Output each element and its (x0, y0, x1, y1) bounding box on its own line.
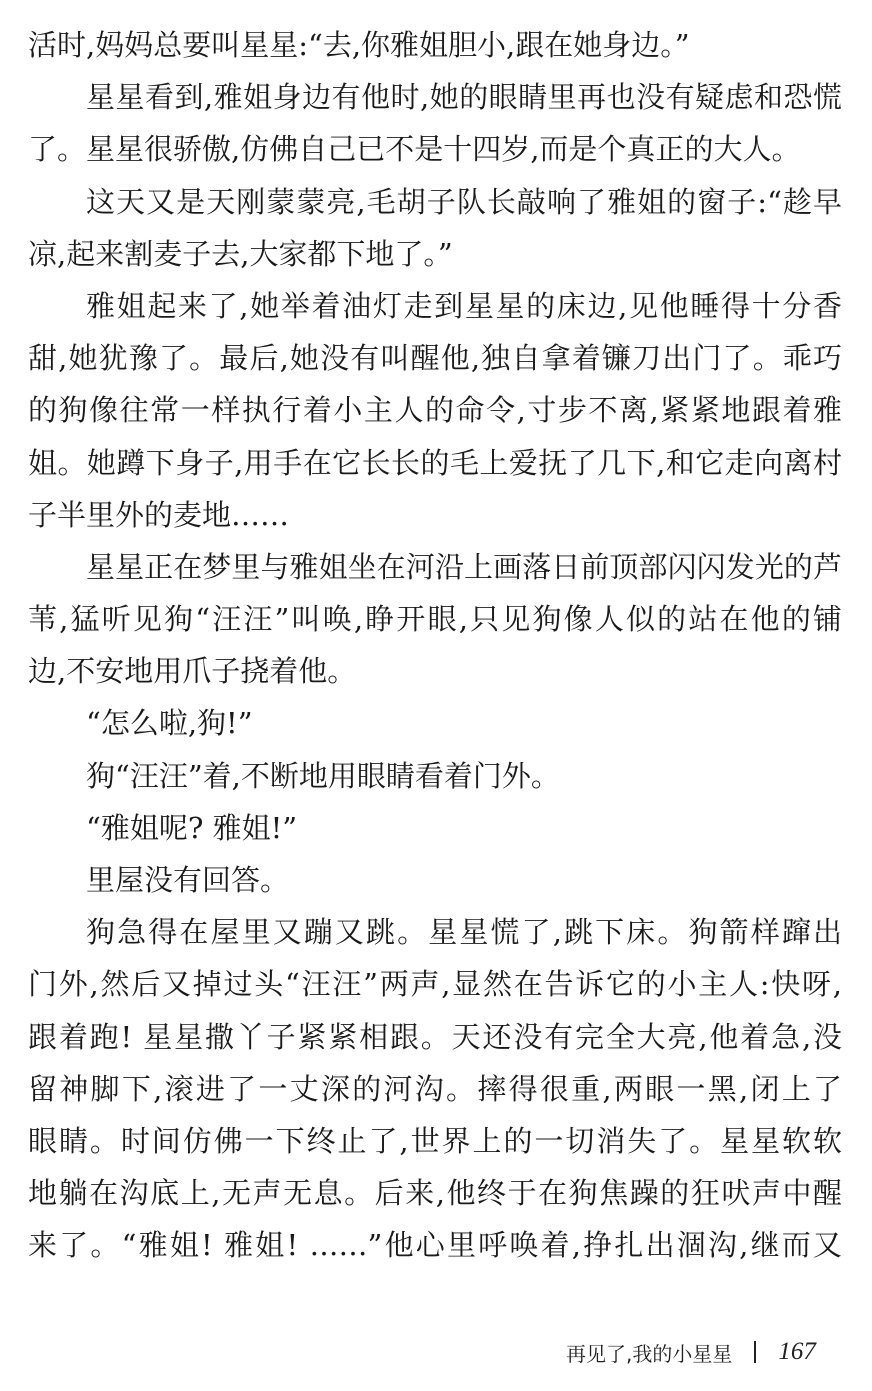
text-line: 星星看到,雅姐身边有他时,她的眼睛里再也没有疑虑和恐慌 (86, 80, 842, 115)
footer-divider (754, 1341, 756, 1363)
text-line: 眼睛。时间仿佛一下终止了,世界上的一切消失了。星星软软 (28, 1123, 842, 1158)
page-number: 167 (778, 1338, 816, 1365)
text-line: 狗“汪汪”着,不断地用眼睛看着门外。 (86, 758, 560, 793)
page-footer (566, 1332, 816, 1372)
text-line: “怎么啦,狗!” (86, 706, 253, 741)
text-line: 狗急得在屋里又蹦又跳。星星慌了,跳下床。狗箭样蹿出 (86, 915, 842, 950)
text-line: 来了。“雅姐! 雅姐! ……”他心里呼唤着,挣扎出涸沟,继而又 (28, 1228, 842, 1263)
text-line: 子半里外的麦地…… (28, 497, 290, 532)
text-line: 地躺在沟底上,无声无息。后来,他终于在狗焦躁的狂吠声中醒 (28, 1176, 842, 1211)
text-line: “雅姐呢? 雅姐!” (86, 810, 298, 845)
text-line: 姐。她蹲下身子,用手在它长长的毛上爱抚了几下,和它走向离村 (28, 445, 842, 480)
text-line: 了。星星很骄傲,仿佛自己已不是十四岁,而是个真正的大人。 (28, 132, 801, 167)
text-line: 门外,然后又掉过头“汪汪”两声,显然在告诉它的小主人:快呀, (28, 967, 842, 1002)
text-line: 活时,妈妈总要叫星星:“去,你雅姐胆小,跟在她身边。” (28, 28, 690, 62)
text-line: 留神脚下,滚进了一丈深的河沟。摔得很重,两眼一黑,闭上了 (28, 1071, 842, 1106)
text-line: 甜,她犹豫了。最后,她没有叫醒他,独自拿着镰刀出门了。乖巧 (28, 341, 842, 376)
text-line: 边,不安地用爪子挠着他。 (28, 654, 357, 689)
text-line: 星星正在梦里与雅姐坐在河沿上画落日前顶部闪闪发光的芦 (86, 549, 842, 584)
body-text (28, 19, 842, 1272)
running-title: 再见了,我的小星星 (566, 1341, 733, 1366)
text-line: 里屋没有回答。 (86, 863, 290, 897)
text-line: 这天又是天刚蒙蒙亮,毛胡子队长敲响了雅姐的窗子:“趁早 (86, 184, 842, 219)
text-line: 凉,起来割麦子去,大家都下地了。” (28, 236, 453, 271)
text-line: 苇,猛听见狗“汪汪”叫唤,睁开眼,只见狗像人似的站在他的铺 (28, 602, 842, 637)
text-line: 的狗像往常一样执行着小主人的命令,寸步不离,紧紧地跟着雅 (28, 393, 842, 428)
text-line: 跟着跑! 星星撒丫子紧紧相跟。天还没有完全大亮,他着急,没 (28, 1019, 842, 1054)
text-line: 雅姐起来了,她举着油灯走到星星的床边,见他睡得十分香 (86, 288, 842, 323)
